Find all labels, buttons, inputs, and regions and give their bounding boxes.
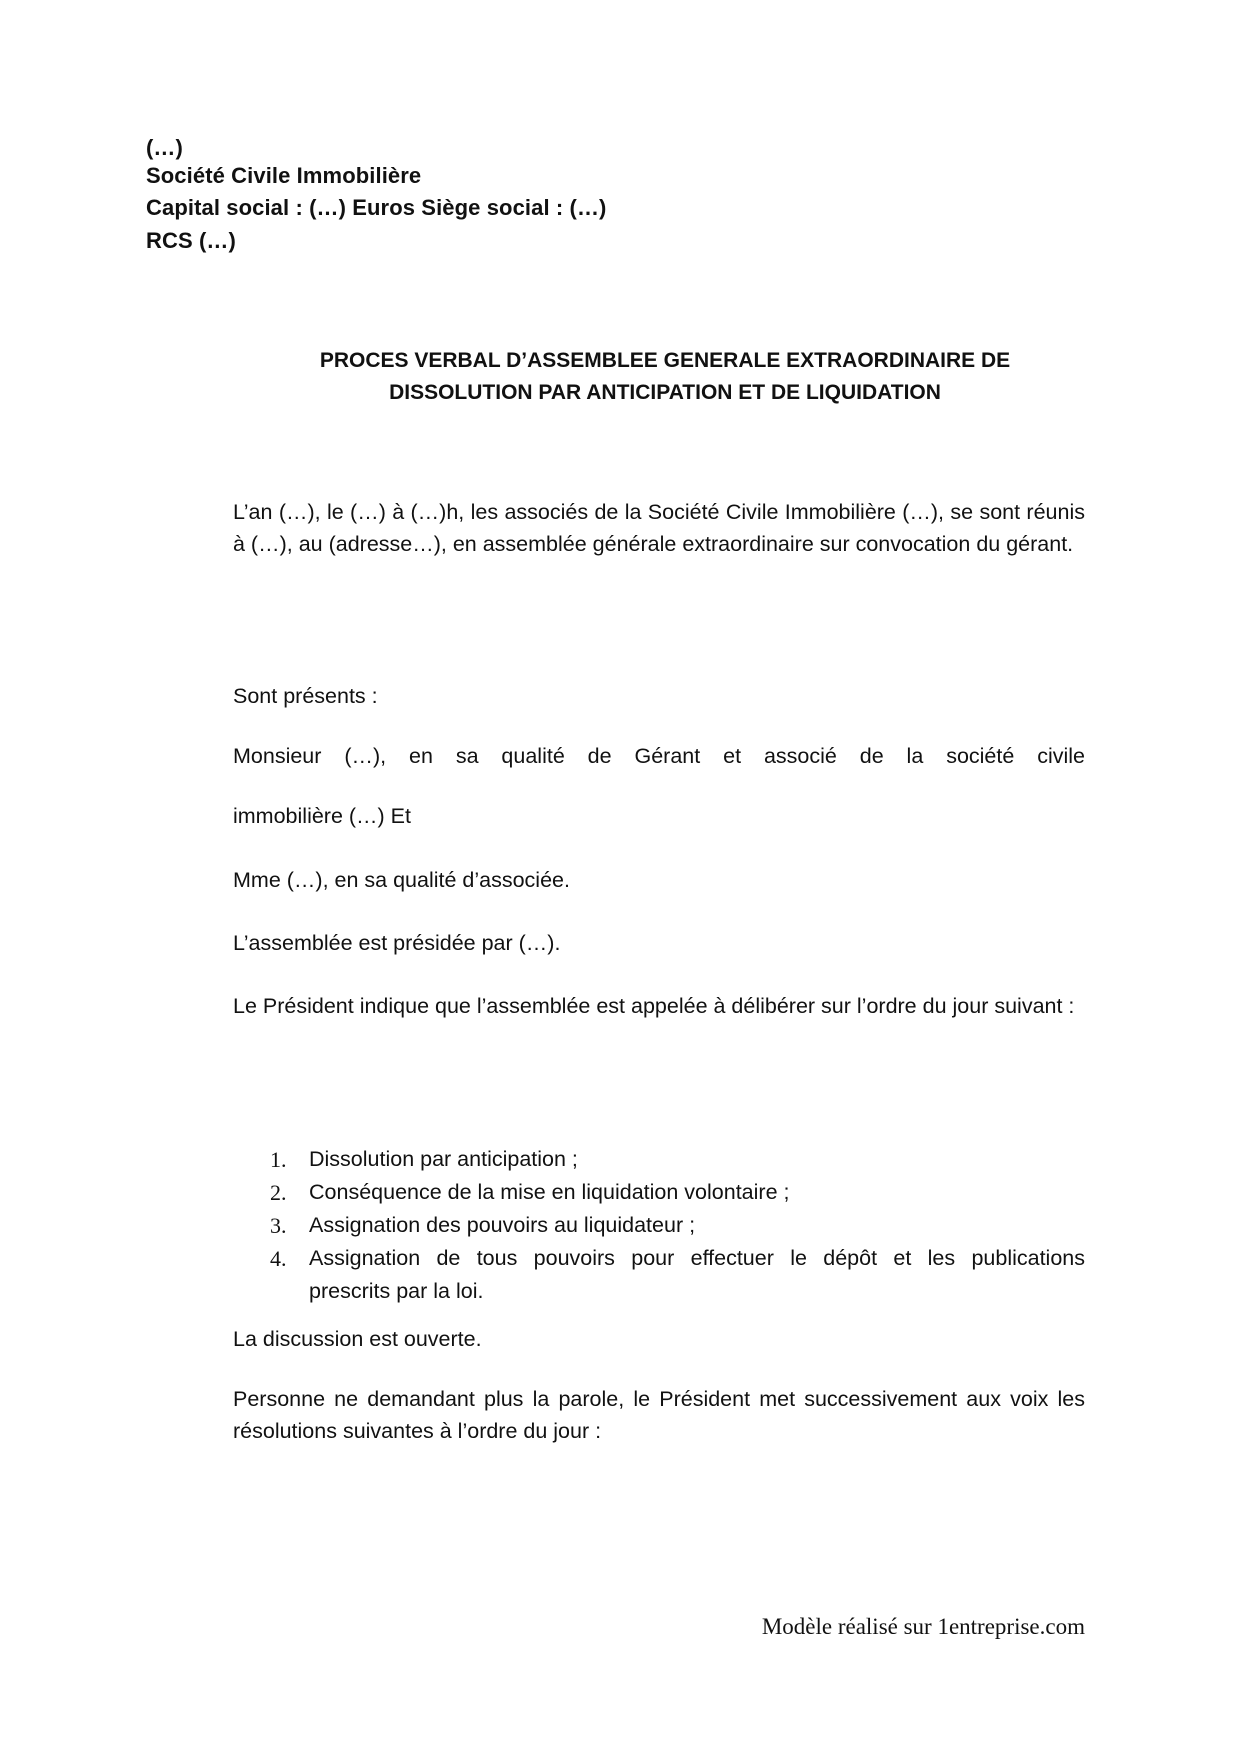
- closing-paragraph: Personne ne demandant plus la parole, le Président met successivement aux voix les résolutions suivantes à l’ordre du jour :: [233, 1387, 1085, 1443]
- agenda-item-text: Conséquence de la mise en liquidation volontaire ;: [309, 1180, 790, 1204]
- agenda-item-text: Assignation de tous pouvoirs pour effectuer le dépôt et les publications: [309, 1246, 1085, 1270]
- present-line-2: immobilière (…) Et: [233, 804, 411, 828]
- document-title-line-2: DISSOLUTION PAR ANTICIPATION ET DE LIQUIDATION: [389, 381, 941, 404]
- company-capital-seat: Capital social : (…) Euros Siège social : (…): [146, 195, 607, 220]
- president-note: Le Président indique que l’assemblée est appelée à délibérer sur l’ordre du jour suivant :: [233, 994, 1075, 1018]
- agenda-item: [233, 1242, 1085, 1275]
- company-name-placeholder: (…): [146, 135, 183, 160]
- agenda-item-number: 4.: [270, 1246, 287, 1271]
- discussion-open: La discussion est ouverte.: [233, 1327, 482, 1351]
- intro-paragraph: L’an (…), le (…) à (…)h, les associés de la Société Civile Immobilière (…), se sont réunis à (…), au (adresse…), en assemblée générale extraordinaire sur convocation du gérant.: [233, 500, 1085, 556]
- present-line-1: Monsieur (…), en sa qualité de Gérant et associé de la société civile: [233, 744, 1085, 768]
- agenda-item: [233, 1176, 1085, 1209]
- agenda-item-number: 1.: [270, 1147, 287, 1172]
- agenda-item-text: Assignation des pouvoirs au liquidateur ;: [309, 1213, 696, 1237]
- agenda-item: [233, 1209, 1085, 1242]
- agenda-item-continuation: prescrits par la loi.: [309, 1279, 484, 1303]
- present-line-3: Mme (…), en sa qualité d’associée.: [233, 868, 570, 892]
- footer-credit: Modèle réalisé sur 1entreprise.com: [761, 1614, 1085, 1639]
- company-type: Société Civile Immobilière: [146, 163, 422, 188]
- company-rcs: RCS (…): [146, 228, 236, 253]
- agenda-list: [233, 1143, 1085, 1308]
- agenda-item-number: 2.: [270, 1180, 287, 1205]
- agenda-item-number: 3.: [270, 1213, 287, 1238]
- agenda-item-text: Dissolution par anticipation ;: [309, 1147, 578, 1171]
- present-heading: Sont présents :: [233, 684, 378, 708]
- document-title-line-1: PROCES VERBAL D’ASSEMBLEE GENERALE EXTRAORDINAIRE DE: [319, 349, 1011, 372]
- agenda-item: [233, 1143, 1085, 1176]
- presided-by: L’assemblée est présidée par (…).: [233, 931, 561, 955]
